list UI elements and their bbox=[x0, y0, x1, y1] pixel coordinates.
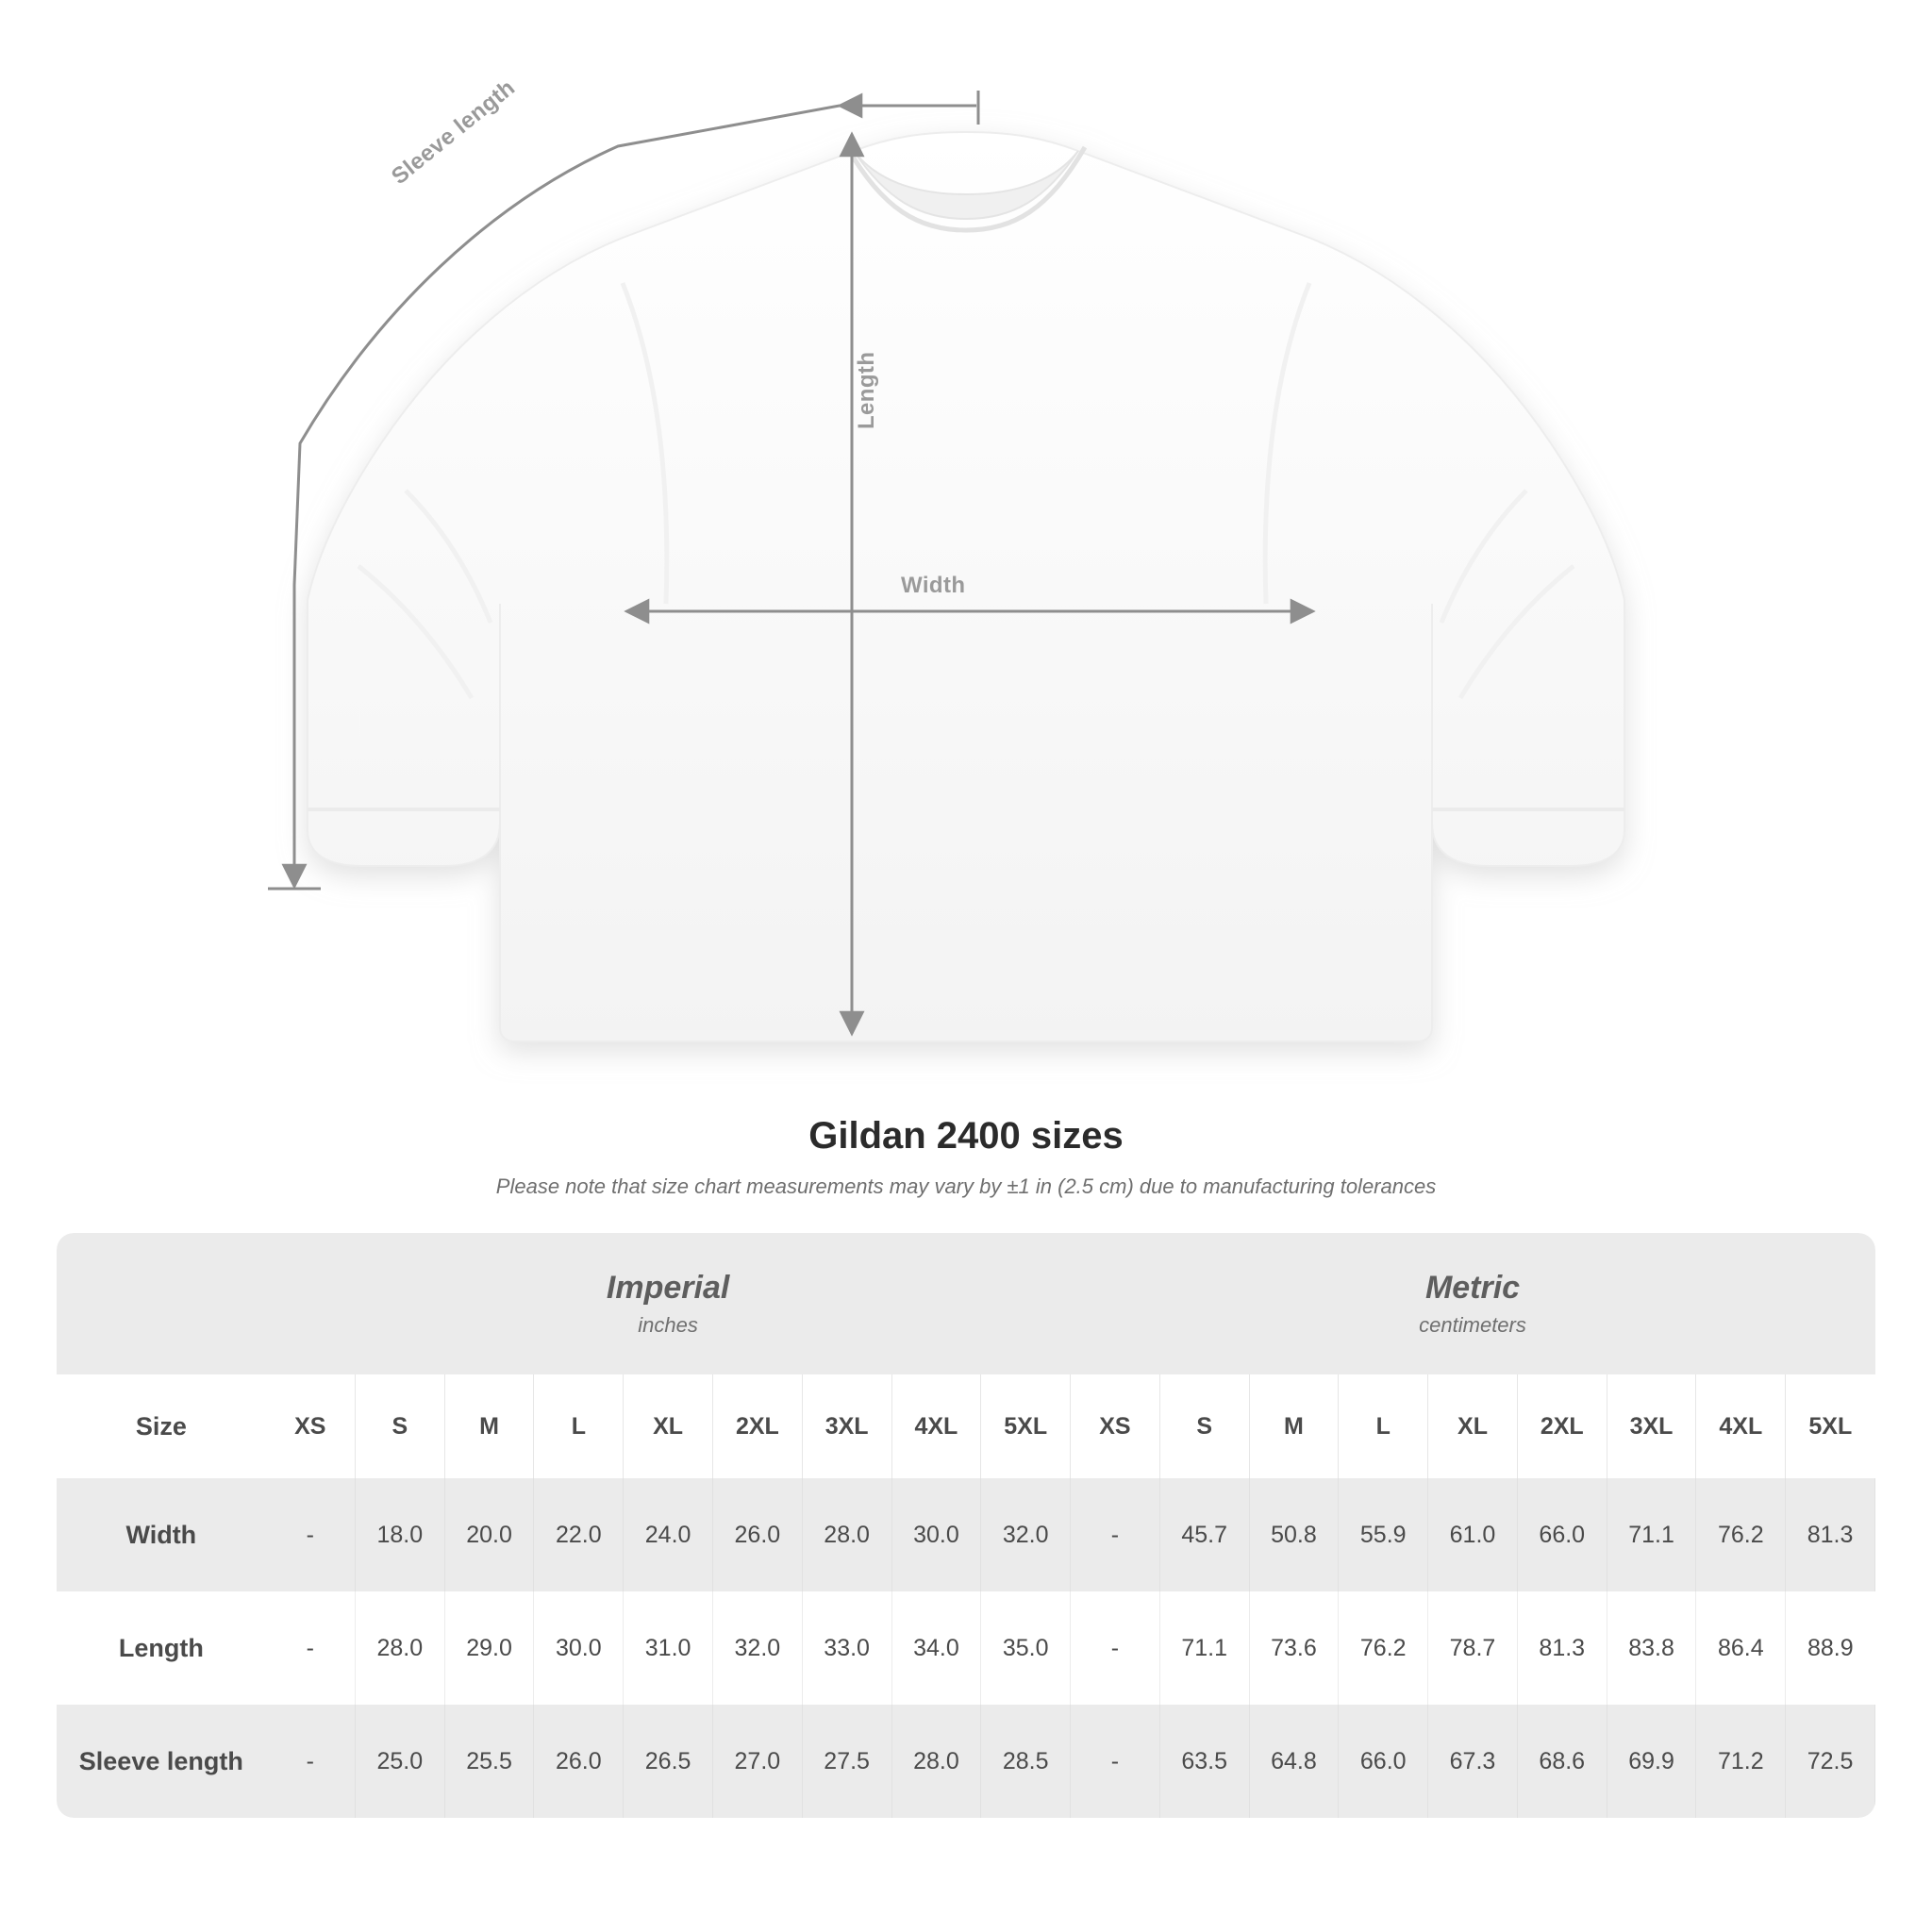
size-header-imperial-xl: XL bbox=[624, 1374, 713, 1478]
size-header-imperial-xs: XS bbox=[266, 1374, 356, 1478]
cell-length-metric-5xl: 88.9 bbox=[1786, 1591, 1875, 1705]
cell-sleeve-imperial-m: 25.5 bbox=[444, 1705, 534, 1818]
unit-header-row bbox=[57, 1233, 1875, 1374]
cell-sleeve-metric-m: 64.8 bbox=[1249, 1705, 1339, 1818]
cell-sleeve-metric-xl: 67.3 bbox=[1428, 1705, 1518, 1818]
size-header-metric-2xl: 2XL bbox=[1517, 1374, 1607, 1478]
cell-width-metric-l: 55.9 bbox=[1339, 1478, 1428, 1591]
size-header-metric-l: L bbox=[1339, 1374, 1428, 1478]
size-header-metric-m: M bbox=[1249, 1374, 1339, 1478]
size-header-metric-5xl: 5XL bbox=[1786, 1374, 1875, 1478]
unit-metric-cell bbox=[1071, 1233, 1875, 1374]
cell-length-metric-4xl: 86.4 bbox=[1696, 1591, 1786, 1705]
unit-imperial-cell bbox=[266, 1233, 1071, 1374]
cell-sleeve-metric-xs: - bbox=[1071, 1705, 1160, 1818]
cell-length-metric-l: 76.2 bbox=[1339, 1591, 1428, 1705]
cell-sleeve-metric-3xl: 69.9 bbox=[1607, 1705, 1696, 1818]
page-title: Gildan 2400 sizes bbox=[808, 1115, 1124, 1157]
size-header-metric-xl: XL bbox=[1428, 1374, 1518, 1478]
cell-sleeve-imperial-l: 26.0 bbox=[534, 1705, 624, 1818]
row-label-width: Width bbox=[57, 1478, 266, 1591]
width-label: Width bbox=[901, 573, 966, 598]
cell-length-imperial-4xl: 34.0 bbox=[891, 1591, 981, 1705]
cell-sleeve-imperial-s: 25.0 bbox=[355, 1705, 444, 1818]
cell-sleeve-imperial-xl: 26.5 bbox=[624, 1705, 713, 1818]
cell-sleeve-metric-l: 66.0 bbox=[1339, 1705, 1428, 1818]
shirt-shape bbox=[308, 132, 1624, 1041]
cell-sleeve-metric-4xl: 71.2 bbox=[1696, 1705, 1786, 1818]
length-label: Length bbox=[854, 351, 879, 429]
cell-length-metric-xl: 78.7 bbox=[1428, 1591, 1518, 1705]
cell-sleeve-imperial-5xl: 28.5 bbox=[981, 1705, 1071, 1818]
cell-length-metric-2xl: 81.3 bbox=[1517, 1591, 1607, 1705]
cell-length-imperial-m: 29.0 bbox=[444, 1591, 534, 1705]
size-chart-table bbox=[57, 1233, 1875, 1818]
size-header-imperial-l: L bbox=[534, 1374, 624, 1478]
cell-sleeve-metric-s: 63.5 bbox=[1159, 1705, 1249, 1818]
tolerance-note: Please note that size chart measurements may vary by ±1 in (2.5 cm) due to manufacturing tolerances bbox=[495, 1174, 1437, 1198]
cell-sleeve-imperial-4xl: 28.0 bbox=[891, 1705, 981, 1818]
cell-width-imperial-2xl: 26.0 bbox=[712, 1478, 802, 1591]
cell-length-metric-m: 73.6 bbox=[1249, 1591, 1339, 1705]
cell-width-metric-m: 50.8 bbox=[1249, 1478, 1339, 1591]
unit-imperial-sub: inches bbox=[638, 1312, 698, 1337]
size-header-imperial-2xl: 2XL bbox=[712, 1374, 802, 1478]
size-header-imperial-4xl: 4XL bbox=[891, 1374, 981, 1478]
cell-width-metric-5xl: 81.3 bbox=[1786, 1478, 1875, 1591]
size-header-metric-s: S bbox=[1159, 1374, 1249, 1478]
cell-length-metric-s: 71.1 bbox=[1159, 1591, 1249, 1705]
cell-width-imperial-xl: 24.0 bbox=[624, 1478, 713, 1591]
size-header-label: Size bbox=[57, 1374, 266, 1478]
cell-length-imperial-s: 28.0 bbox=[355, 1591, 444, 1705]
cell-width-imperial-s: 18.0 bbox=[355, 1478, 444, 1591]
cell-width-imperial-5xl: 32.0 bbox=[981, 1478, 1071, 1591]
cell-sleeve-metric-2xl: 68.6 bbox=[1517, 1705, 1607, 1818]
size-header-imperial-5xl: 5XL bbox=[981, 1374, 1071, 1478]
unit-metric-sub: centimeters bbox=[1419, 1312, 1526, 1337]
cell-width-imperial-m: 20.0 bbox=[444, 1478, 534, 1591]
cell-length-imperial-3xl: 33.0 bbox=[802, 1591, 891, 1705]
cell-length-imperial-xl: 31.0 bbox=[624, 1591, 713, 1705]
cell-width-metric-s: 45.7 bbox=[1159, 1478, 1249, 1591]
cell-width-imperial-3xl: 28.0 bbox=[802, 1478, 891, 1591]
size-table-container bbox=[57, 1233, 1875, 1818]
cell-width-imperial-l: 22.0 bbox=[534, 1478, 624, 1591]
cell-width-metric-xs: - bbox=[1071, 1478, 1160, 1591]
cell-length-metric-3xl: 83.8 bbox=[1607, 1591, 1696, 1705]
size-header-metric-3xl: 3XL bbox=[1607, 1374, 1696, 1478]
cell-length-imperial-xs: - bbox=[266, 1591, 356, 1705]
cell-sleeve-imperial-2xl: 27.0 bbox=[712, 1705, 802, 1818]
size-header-row bbox=[57, 1374, 1875, 1478]
cell-width-metric-2xl: 66.0 bbox=[1517, 1478, 1607, 1591]
cell-sleeve-imperial-xs: - bbox=[266, 1705, 356, 1818]
row-label-sleeve-length: Sleeve length bbox=[57, 1705, 266, 1818]
cell-width-metric-3xl: 71.1 bbox=[1607, 1478, 1696, 1591]
unit-metric-name: Metric bbox=[1424, 1270, 1521, 1307]
cell-length-imperial-2xl: 32.0 bbox=[712, 1591, 802, 1705]
table-row bbox=[57, 1591, 1875, 1705]
row-label-length: Length bbox=[57, 1591, 266, 1705]
table-row bbox=[57, 1478, 1875, 1591]
cell-sleeve-imperial-3xl: 27.5 bbox=[802, 1705, 891, 1818]
table-row bbox=[57, 1705, 1875, 1818]
unit-corner-cell bbox=[57, 1233, 266, 1374]
cell-width-imperial-4xl: 30.0 bbox=[891, 1478, 981, 1591]
size-header-imperial-3xl: 3XL bbox=[802, 1374, 891, 1478]
size-header-metric-xs: XS bbox=[1071, 1374, 1160, 1478]
cell-length-imperial-l: 30.0 bbox=[534, 1591, 624, 1705]
cell-width-metric-xl: 61.0 bbox=[1428, 1478, 1518, 1591]
title-block bbox=[0, 1115, 1932, 1199]
size-header-imperial-s: S bbox=[355, 1374, 444, 1478]
sleeve-length-label: Sleeve length bbox=[387, 75, 521, 190]
cell-width-imperial-xs: - bbox=[266, 1478, 356, 1591]
cell-length-imperial-5xl: 35.0 bbox=[981, 1591, 1071, 1705]
cell-sleeve-metric-5xl: 72.5 bbox=[1786, 1705, 1875, 1818]
cell-length-metric-xs: - bbox=[1071, 1591, 1160, 1705]
size-header-metric-4xl: 4XL bbox=[1696, 1374, 1786, 1478]
unit-imperial-name: Imperial bbox=[606, 1270, 730, 1307]
size-header-imperial-m: M bbox=[444, 1374, 534, 1478]
cell-width-metric-4xl: 76.2 bbox=[1696, 1478, 1786, 1591]
